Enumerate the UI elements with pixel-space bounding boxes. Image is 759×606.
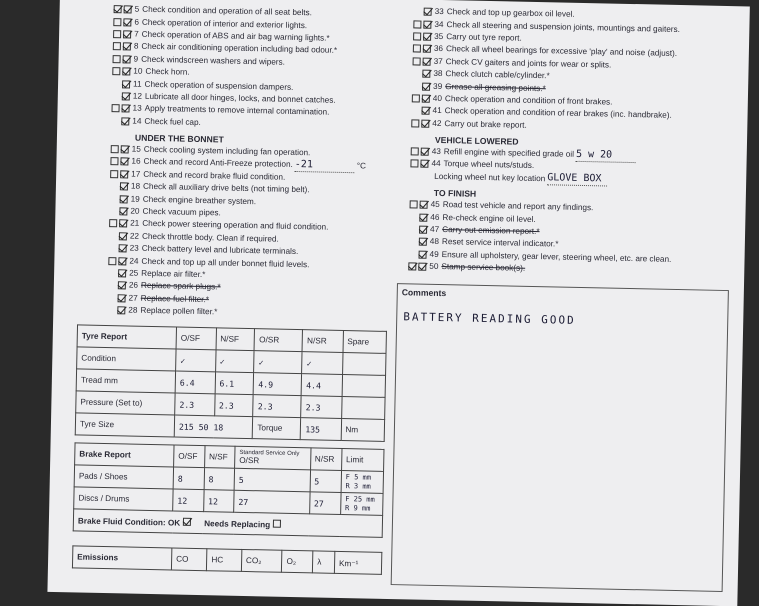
tick-icon: ✓	[215, 350, 254, 373]
checkbox[interactable]	[408, 263, 416, 271]
item-number: 50	[429, 262, 439, 272]
checkbox[interactable]	[122, 67, 130, 75]
tyre-head-3: O/SR	[254, 329, 302, 352]
nm-label: Nm	[341, 418, 385, 441]
pressure-osr: 2.3	[253, 395, 301, 418]
checkbox[interactable]	[423, 45, 431, 53]
item-text: Check engine breather system.	[142, 194, 257, 206]
item-text: Apply treatments to remove internal contamination.	[144, 104, 330, 117]
item-text: Check vacuum pipes.	[142, 206, 221, 218]
pressure-nsf: 2.3	[214, 394, 253, 417]
discs-nsr: 27	[309, 492, 341, 515]
checkbox[interactable]	[419, 226, 427, 234]
item-number: 26	[128, 280, 139, 291]
brake-head-2: N/SF	[204, 446, 235, 469]
fluid-label: Brake Fluid Condition:	[77, 515, 166, 527]
checkbox[interactable]	[413, 45, 421, 53]
item-text: Lubricate all door hinges, locks, and bonnet catches.	[144, 91, 336, 105]
checkbox[interactable]	[420, 160, 428, 168]
item-number: 37	[433, 56, 443, 66]
item-number: 34	[434, 19, 444, 29]
pads-label: Pads / Shoes	[74, 465, 173, 489]
item-text: Check clutch cable/cylinder.*	[445, 69, 550, 81]
item-text: Check windscreen washers and wipers.	[141, 54, 286, 67]
checkbox[interactable]	[113, 30, 121, 38]
checkbox[interactable]	[111, 145, 119, 153]
checkbox[interactable]	[122, 92, 130, 100]
checkbox[interactable]	[113, 55, 121, 63]
section-title: UNDER THE BONNET	[134, 132, 224, 145]
checkbox[interactable]	[118, 282, 126, 290]
item-number: 20	[130, 206, 140, 216]
pads-osr: 5	[234, 468, 310, 492]
checkbox[interactable]	[117, 306, 125, 314]
item-number: 27	[128, 293, 138, 303]
checkbox[interactable]	[424, 8, 432, 16]
item-text: Ensure all upholstery, gear lever, steering wheel, etc. are clean.	[441, 249, 672, 264]
checkbox[interactable]	[112, 67, 120, 75]
section-title: VEHICLE LOWERED	[434, 134, 519, 147]
item-number: 21	[130, 218, 140, 229]
needs-replacing-label: Needs Replacing	[204, 518, 271, 530]
item-number: 19	[130, 194, 140, 204]
pressure-nsr: 2.3	[301, 396, 342, 419]
item-value: 5 w 20	[576, 148, 636, 162]
emissions-co: CO	[171, 548, 207, 571]
checkbox[interactable]	[120, 183, 128, 191]
item-number: 23	[129, 243, 139, 253]
item-number: 36	[433, 44, 444, 54]
checkbox[interactable]	[422, 95, 430, 103]
comments-label: Comments	[401, 287, 447, 299]
tyre-head-2: N/SF	[216, 328, 255, 351]
item-text: Check operation of ABS and air bag warning lights.*	[141, 29, 330, 43]
item-text: Check and top up gearbox oil level.	[446, 7, 575, 19]
tread-nsr: 4.4	[301, 374, 342, 397]
brake-head-3: Standard Service Only O/SR	[235, 446, 311, 470]
checkbox[interactable]	[113, 42, 121, 50]
item-number: 13	[132, 103, 142, 114]
checkbox[interactable]	[108, 257, 116, 265]
item-number: 11	[133, 79, 142, 89]
checkbox[interactable]	[413, 20, 421, 28]
tread-label: Tread mm	[76, 369, 175, 393]
item-text: Grease all greasing points.*	[445, 81, 546, 93]
item-text: Check and record Anti-Freeze protection.	[143, 157, 293, 170]
item-number: 14	[132, 116, 142, 126]
checkbox[interactable]	[119, 220, 127, 228]
item-number: 41	[432, 106, 442, 116]
item-text: Check power steering operation and fluid condition.	[142, 219, 329, 233]
item-text: Check operation of suspension dampers.	[144, 79, 294, 92]
item-text: Check horn.	[145, 66, 190, 77]
pads-nsf: 8	[204, 468, 235, 491]
item-text: Carry out brake report.	[444, 118, 527, 130]
brake-report-table	[73, 442, 385, 537]
checkbox[interactable]	[422, 82, 430, 90]
item-number: 33	[434, 7, 444, 17]
checkbox[interactable]	[410, 160, 418, 168]
checkbox[interactable]	[110, 170, 118, 178]
item-number: 10	[133, 66, 143, 76]
tyre-head-5: Spare	[343, 331, 387, 354]
checkbox[interactable]	[411, 119, 419, 127]
emissions-hc: HC	[207, 549, 242, 572]
item-text: Replace air filter.*	[141, 268, 206, 280]
checkbox[interactable]	[118, 269, 126, 277]
item-text: Check operation and condition of rear brakes (inc. handbrake).	[444, 106, 672, 121]
checkbox[interactable]	[113, 18, 121, 26]
item-number: 24	[129, 256, 139, 266]
discs-osr: 27	[234, 490, 310, 514]
item-text: Check all wheel bearings for excessive 'play' and noise (adjust).	[445, 44, 678, 59]
checkbox[interactable]	[410, 201, 418, 209]
item-number: 39	[433, 81, 443, 91]
checkbox[interactable]	[124, 6, 132, 14]
checkbox[interactable]	[123, 43, 131, 51]
item-number: 18	[130, 181, 141, 191]
checkbox[interactable]	[421, 148, 429, 156]
item-number: 7	[134, 29, 139, 39]
item-value: -21	[295, 159, 355, 173]
item-text: Check and top up all under bonnet fluid levels.	[141, 256, 310, 269]
tick-icon: ✓	[254, 351, 302, 374]
emissions-table	[72, 545, 382, 574]
checkbox[interactable]	[120, 158, 128, 166]
item-value: GLOVE BOX	[547, 173, 607, 187]
tick-icon: ✓	[302, 352, 343, 375]
fluid-ok: OK	[167, 517, 181, 528]
item-unit: °C	[356, 161, 367, 171]
service-sheet	[47, 0, 749, 606]
item-text: Torque wheel nuts/studs.	[443, 159, 535, 171]
checkbox[interactable]	[123, 55, 131, 63]
item-number: 49	[429, 249, 439, 259]
tyre-head-4: N/SR	[302, 330, 343, 353]
item-number: 28	[128, 305, 138, 315]
discs-limit: F 25 mm R 9 mm	[340, 492, 383, 515]
checkbox[interactable]	[422, 70, 430, 78]
needs-replacing-checkbox[interactable]	[272, 519, 280, 527]
emissions-km: Km⁻¹	[334, 551, 382, 574]
tyre-head-1: O/SF	[176, 327, 216, 350]
std-service-label: Standard Service Only	[239, 449, 300, 458]
brake-head-4: N/SR	[310, 448, 342, 471]
item-number: 48	[429, 237, 440, 247]
tyre-size-value: 215 50 18	[174, 415, 253, 439]
item-number: 12	[132, 91, 143, 101]
item-text: Check air conditioning operation including bad odour.*	[141, 42, 338, 56]
emissions-co2: CO₂	[241, 549, 282, 572]
item-number: 42	[432, 118, 442, 128]
checkbox[interactable]	[421, 119, 429, 127]
item-text: Replace spark plugs.*	[140, 281, 221, 292]
pads-osf: 8	[173, 467, 204, 490]
tick-icon: ✓	[176, 349, 216, 372]
torque-value: 135	[301, 418, 342, 441]
item-text: Check fuel cap.	[144, 116, 201, 127]
item-text: Stamp service book(s).	[441, 262, 526, 274]
left-column	[91, 3, 387, 322]
checkbox[interactable]	[422, 107, 430, 115]
item-text: Check all auxiliary drive belts (not timing belt).	[142, 182, 310, 195]
item-number: 5	[134, 4, 140, 14]
checkbox[interactable]	[418, 263, 426, 271]
size-label: Tyre Size	[75, 413, 174, 437]
checkbox[interactable]	[122, 80, 130, 88]
item-number: 15	[131, 144, 141, 154]
checkbox[interactable]	[110, 158, 118, 166]
emissions-o2: O₂	[282, 550, 313, 573]
item-text: Check throttle body. Clean if required.	[141, 231, 279, 244]
item-number: 46	[430, 212, 440, 222]
checkbox[interactable]	[413, 32, 421, 40]
item-text: Replace fuel filter.*	[140, 293, 210, 304]
item-text: Replace pollen filter.*	[140, 305, 218, 317]
tyre-report-table	[75, 324, 387, 441]
checkbox[interactable]	[121, 105, 129, 113]
checkbox[interactable]	[111, 104, 119, 112]
item-number: 38	[433, 68, 443, 79]
tread-osf: 6.4	[175, 371, 215, 394]
item-number: 40	[432, 93, 443, 103]
item-number: 45	[430, 200, 440, 210]
checkbox[interactable]	[423, 57, 431, 65]
item-text: Check all steering and suspension joints, mountings and gaiters.	[446, 19, 681, 34]
discs-osf: 12	[173, 489, 204, 512]
discs-label: Discs / Drums	[74, 487, 173, 511]
item-number: 43	[431, 146, 441, 157]
section-title: TO FINISH	[433, 187, 477, 199]
checkbox[interactable]	[118, 294, 126, 302]
item-number: 25	[129, 268, 139, 278]
tread-osr: 4.9	[254, 373, 302, 396]
checkbox[interactable]	[423, 33, 431, 41]
comments-box[interactable]	[391, 283, 729, 592]
checkbox[interactable]	[114, 5, 122, 13]
item-number: 9	[133, 54, 139, 64]
checkbox[interactable]	[423, 20, 431, 28]
brake-head-5: Limit	[341, 449, 384, 472]
checkbox[interactable]	[121, 145, 129, 153]
checkbox[interactable]	[121, 117, 129, 125]
checkbox[interactable]	[119, 207, 127, 215]
checkbox[interactable]	[418, 250, 426, 258]
discs-nsf: 12	[203, 490, 234, 513]
item-number: 17	[131, 169, 141, 179]
item-number: 16	[131, 157, 141, 167]
item-text: Re-check engine oil level.	[442, 212, 536, 224]
item-text: Check operation of interior and exterior lights.	[141, 17, 308, 30]
item-text: Reset service interval indicator.*	[441, 237, 559, 249]
checkbox[interactable]	[118, 257, 126, 265]
item-text: Check CV gaiters and joints for wear or splits.	[445, 56, 612, 70]
item-text: Check cooling system including fan operation.	[143, 144, 311, 158]
item-text: Check battery level and lubricate terminals.	[141, 243, 299, 257]
ok-checkbox[interactable]	[183, 517, 191, 525]
item-number: 47	[430, 224, 440, 235]
pads-limit: F 5 mm R 3 mm	[341, 470, 384, 493]
checkbox[interactable]	[419, 213, 427, 221]
checkbox[interactable]	[109, 220, 117, 228]
item-text: Refill engine with specified grade oil	[443, 147, 575, 159]
brake-head-1: O/SF	[174, 445, 205, 468]
item-text: Locking wheel nut key location	[434, 171, 546, 184]
item-number: 22	[129, 231, 140, 241]
item-text: Carry out tyre report.	[446, 32, 522, 43]
item-text: Check condition and operation of all seat belts.	[142, 4, 313, 18]
emissions-lambda: λ	[313, 551, 335, 573]
tyre-head-0: Tyre Report	[77, 325, 176, 349]
checkbox[interactable]	[119, 232, 127, 240]
item-number: 35	[434, 31, 444, 42]
checkbox[interactable]	[119, 245, 127, 253]
brake-head-0: Brake Report	[75, 443, 174, 467]
torque-label: Torque	[253, 417, 301, 440]
pressure-osf: 2.3	[175, 393, 215, 416]
right-column	[392, 5, 698, 279]
item-number: 8	[133, 41, 139, 52]
checkbox[interactable]	[123, 18, 131, 26]
item-text: Check and record brake fluid condition.	[143, 169, 286, 182]
tread-nsf: 6.1	[215, 372, 254, 395]
item-text: Check operation and condition of front brakes.	[444, 94, 613, 107]
item-text: Carry out emission report.*	[442, 225, 540, 237]
checkbox[interactable]	[419, 238, 427, 246]
checkbox[interactable]	[120, 195, 128, 203]
checkbox[interactable]	[420, 201, 428, 209]
condition-label: Condition	[77, 347, 176, 371]
pressure-label: Pressure (Set to)	[76, 391, 175, 415]
checkbox[interactable]	[411, 147, 419, 155]
checkbox[interactable]	[120, 170, 128, 178]
comments-text: BATTERY READING GOOD	[403, 310, 576, 327]
checkbox[interactable]	[413, 57, 421, 65]
checkbox[interactable]	[412, 94, 420, 102]
item-number: 6	[134, 17, 140, 27]
item-number: 44	[431, 159, 441, 169]
emissions-label: Emissions	[72, 546, 171, 570]
item-text: Road test vehicle and report any findings.	[442, 200, 594, 213]
checkbox[interactable]	[123, 30, 131, 38]
pads-nsr: 5	[310, 470, 342, 493]
